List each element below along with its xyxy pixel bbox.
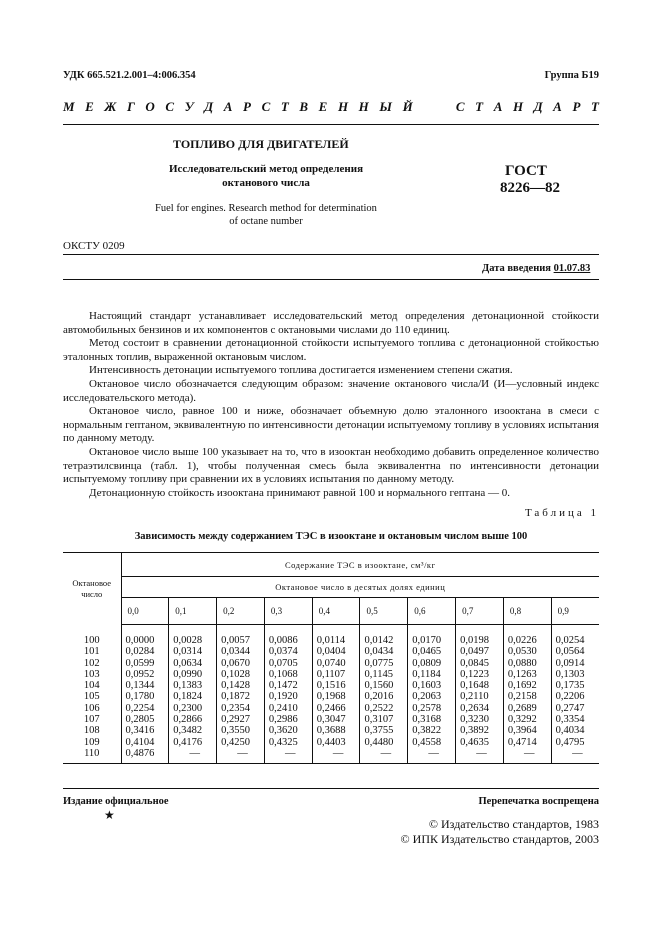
- introduction-date: [482, 263, 590, 274]
- intro-date-value: 01.07.83: [553, 263, 591, 274]
- value-cell: 0,3107: [360, 714, 408, 725]
- value-cell: 0,0284: [121, 646, 169, 657]
- column-header: 0,2: [217, 598, 265, 625]
- value-cell: 0,1735: [551, 680, 599, 691]
- footer-rule: [63, 788, 599, 789]
- value-cell: 0,2986: [264, 714, 312, 725]
- banner-letter: Н: [512, 99, 524, 114]
- banner-letter: Е: [318, 99, 328, 114]
- value-cell: 0,1107: [312, 669, 360, 680]
- value-cell: 0,1648: [456, 680, 504, 691]
- subtitle-ru-line-1: Исследовательский метод определения: [168, 163, 364, 175]
- value-cell: 0,0374: [264, 646, 312, 657]
- copyright-2003: © ИПК Издательство стандартов, 2003: [400, 832, 599, 846]
- banner-letter: Д: [533, 99, 543, 114]
- table-row: [63, 669, 599, 680]
- value-cell: 0,0599: [121, 658, 169, 669]
- banner-letter: Р: [243, 99, 251, 114]
- value-cell: 0,4558: [408, 737, 456, 748]
- value-cell: 0,0028: [169, 625, 217, 647]
- value-cell: 0,3230: [456, 714, 504, 725]
- octane-number-cell: 100: [63, 625, 121, 647]
- octane-number-cell: 105: [63, 691, 121, 702]
- value-cell: 0,0170: [408, 625, 456, 647]
- banner-word-gap: [423, 99, 445, 115]
- value-cell: 0,0775: [360, 658, 408, 669]
- header-rule: [63, 124, 599, 125]
- value-cell: 0,1344: [121, 680, 169, 691]
- table-row: [63, 646, 599, 657]
- value-cell: —: [169, 748, 217, 764]
- value-cell: 0,2110: [456, 691, 504, 702]
- column-header: 0,7: [456, 598, 504, 625]
- subtitle-en-line-1: Fuel for engines. Research method for determination: [155, 203, 377, 214]
- okstu-code: ОКСТУ 0209: [63, 240, 125, 252]
- column-header: 0,5: [360, 598, 408, 625]
- reprint-prohibited: Перепечатка воспрещена: [478, 796, 599, 807]
- value-cell: 0,3047: [312, 714, 360, 725]
- tel-content-table: [63, 552, 599, 764]
- value-cell: 0,1920: [264, 691, 312, 702]
- value-cell: 0,0634: [169, 658, 217, 669]
- value-cell: 0,0114: [312, 625, 360, 647]
- column-header: 0,8: [503, 598, 551, 625]
- value-cell: 0,4176: [169, 737, 217, 748]
- table-row: [63, 725, 599, 736]
- banner-letter: С: [165, 99, 175, 114]
- value-cell: 0,0845: [456, 658, 504, 669]
- value-cell: 0,2300: [169, 703, 217, 714]
- document-subtitle-en: [130, 202, 402, 228]
- paragraph: Октановое число, равное 100 и ниже, обозначает объемную долю эталонного изооктана в смеси с нормальным гептаном, эквивалентную по интенсивности детонации испытуемому топливу в условиях испытания по данному методу.: [63, 405, 599, 445]
- group-header: Содержание ТЭС в изооктане, см³/кг: [121, 553, 599, 577]
- value-cell: 0,1028: [217, 669, 265, 680]
- banner-letter: Е: [85, 99, 94, 114]
- table-row: [63, 714, 599, 725]
- value-cell: 0,1516: [312, 680, 360, 691]
- body-text: [63, 310, 599, 500]
- octane-number-cell: 101: [63, 646, 121, 657]
- value-cell: 0,0914: [551, 658, 599, 669]
- column-header: 0,0: [121, 598, 169, 625]
- value-cell: 0,1263: [503, 669, 551, 680]
- value-cell: 0,1872: [217, 691, 265, 702]
- banner-letter: Ж: [104, 99, 117, 114]
- value-cell: 0,4104: [121, 737, 169, 748]
- value-cell: 0,0990: [169, 669, 217, 680]
- value-cell: 0,3550: [217, 725, 265, 736]
- banner-letter: Н: [358, 99, 369, 114]
- value-cell: —: [312, 748, 360, 764]
- value-cell: 0,0809: [408, 658, 456, 669]
- banner-letter: Й: [402, 99, 413, 114]
- sub-header: Октановое число в десятых долях единиц: [275, 582, 446, 592]
- value-cell: 0,4034: [551, 725, 599, 736]
- value-cell: 0,1145: [360, 669, 408, 680]
- value-cell: 0,1184: [408, 669, 456, 680]
- interstate-standard-banner: [63, 99, 599, 115]
- value-cell: 0,3168: [408, 714, 456, 725]
- banner-letter: Т: [475, 99, 484, 114]
- value-cell: 0,1824: [169, 691, 217, 702]
- value-cell: 0,2466: [312, 703, 360, 714]
- octane-number-cell: 102: [63, 658, 121, 669]
- value-cell: 0,3688: [312, 725, 360, 736]
- table-row: [63, 680, 599, 691]
- copyright-1983: © Издательство стандартов, 1983: [428, 817, 599, 831]
- table-row: [63, 748, 599, 764]
- value-cell: 0,3416: [121, 725, 169, 736]
- banner-letter: М: [63, 99, 75, 114]
- banner-letter: Ы: [379, 99, 392, 114]
- octane-number-cell: 106: [63, 703, 121, 714]
- table-row: [63, 737, 599, 748]
- value-cell: 0,4480: [360, 737, 408, 748]
- paragraph: Интенсивность детонации испытуемого топлива достигается изменением степени сжатия.: [89, 364, 513, 377]
- column-header: 0,1: [169, 598, 217, 625]
- table-row: [63, 625, 599, 647]
- value-cell: 0,1383: [169, 680, 217, 691]
- official-edition: Издание официальное: [63, 796, 169, 807]
- value-cell: 0,0952: [121, 669, 169, 680]
- column-header: 0,4: [312, 598, 360, 625]
- value-cell: 0,0564: [551, 646, 599, 657]
- document-subtitle-ru: [150, 162, 382, 190]
- value-cell: 0,3292: [503, 714, 551, 725]
- banner-letter: Д: [204, 99, 214, 114]
- octane-number-cell: 109: [63, 737, 121, 748]
- octane-number-cell: 103: [63, 669, 121, 680]
- value-cell: 0,2206: [551, 691, 599, 702]
- value-cell: 0,3964: [503, 725, 551, 736]
- value-cell: 0,4325: [264, 737, 312, 748]
- value-cell: —: [456, 748, 504, 764]
- banner-letter: А: [493, 99, 503, 114]
- value-cell: 0,0404: [312, 646, 360, 657]
- paragraph: Детонационную стойкость изооктана принимают равной 100 и нормального гептана — 0.: [89, 486, 510, 499]
- paragraph: Октановое число обозначается следующим образом: значение октанового числа/И (И—условный индекс исследовательского метода).: [63, 377, 599, 404]
- value-cell: 0,1472: [264, 680, 312, 691]
- group-code: Группа Б19: [544, 70, 599, 81]
- octane-number-cell: 104: [63, 680, 121, 691]
- octane-number-cell: 107: [63, 714, 121, 725]
- value-cell: —: [551, 748, 599, 764]
- value-cell: 0,4795: [551, 737, 599, 748]
- banner-letter: Т: [590, 99, 599, 114]
- column-header: 0,3: [264, 598, 312, 625]
- value-cell: —: [217, 748, 265, 764]
- paragraph: Настоящий стандарт устанавливает исследовательский метод определения детонационной стойкости автомобильных бензинов и их компонентов с октановыми числами до 110 единиц.: [63, 310, 599, 336]
- value-cell: 0,1780: [121, 691, 169, 702]
- octane-number-cell: 108: [63, 725, 121, 736]
- value-cell: 0,2410: [264, 703, 312, 714]
- value-cell: 0,2254: [121, 703, 169, 714]
- value-cell: 0,0497: [456, 646, 504, 657]
- value-cell: 0,2927: [217, 714, 265, 725]
- value-cell: 0,0057: [217, 625, 265, 647]
- banner-letter: А: [553, 99, 562, 114]
- banner-letter: Н: [337, 99, 349, 114]
- value-cell: 0,1223: [456, 669, 504, 680]
- value-cell: 0,4714: [503, 737, 551, 748]
- value-cell: 0,2689: [503, 703, 551, 714]
- value-cell: 0,2063: [408, 691, 456, 702]
- octane-number-cell: 110: [63, 748, 121, 764]
- udk-code: УДК 665.521.2.001–4:006.354: [63, 70, 196, 81]
- value-cell: 0,1428: [217, 680, 265, 691]
- subtitle-ru-line-2: октанового числа: [222, 177, 310, 189]
- gost-label: ГОСТ: [505, 163, 547, 179]
- paragraph: Октановое число выше 100 указывает на то, что в изооктан необходимо добавить определенное количество тетраэтилсвинца (табл. 1), чтобы полученная смесь была эквивалентна по интенсивности детонации испытуемому топливу при сравнении их в условиях испытания по данному методу.: [63, 445, 599, 486]
- banner-letter: Р: [572, 99, 581, 114]
- value-cell: 0,0254: [551, 625, 599, 647]
- paragraph: Метод состоит в сравнении детонационной стойкости испытуемого топлива с детонационной стойкостью эталонных топлив, выраженной октановым числом.: [63, 337, 599, 363]
- value-cell: 0,2747: [551, 703, 599, 714]
- value-cell: 0,0434: [360, 646, 408, 657]
- value-cell: —: [503, 748, 551, 764]
- subtitle-en-line-2: of octane number: [229, 216, 303, 227]
- value-cell: 0,0142: [360, 625, 408, 647]
- banner-letter: Т: [280, 99, 289, 114]
- value-cell: 0,0465: [408, 646, 456, 657]
- value-cell: —: [264, 748, 312, 764]
- star-icon: ★: [104, 808, 115, 822]
- table-caption: Зависимость между содержанием ТЭС в изооктане и октановым числом выше 100: [134, 531, 528, 542]
- value-cell: 0,0530: [503, 646, 551, 657]
- value-cell: 0,0880: [503, 658, 551, 669]
- value-cell: 0,0086: [264, 625, 312, 647]
- value-cell: 0,2578: [408, 703, 456, 714]
- value-cell: 0,3482: [169, 725, 217, 736]
- column-header: 0,6: [408, 598, 456, 625]
- value-cell: 0,2866: [169, 714, 217, 725]
- value-cell: 0,2158: [503, 691, 551, 702]
- banner-letter: С: [261, 99, 271, 114]
- value-cell: 0,0226: [503, 625, 551, 647]
- value-cell: 0,2634: [456, 703, 504, 714]
- value-cell: 0,3822: [408, 725, 456, 736]
- banner-letter: У: [184, 99, 194, 114]
- gost-number: 8226—82: [500, 180, 560, 196]
- value-cell: 0,4250: [217, 737, 265, 748]
- value-cell: 0,3354: [551, 714, 599, 725]
- table-row: [63, 658, 599, 669]
- okstu-rule: [63, 254, 599, 255]
- value-cell: —: [408, 748, 456, 764]
- value-cell: 0,0740: [312, 658, 360, 669]
- value-cell: 0,3620: [264, 725, 312, 736]
- value-cell: 0,2016: [360, 691, 408, 702]
- value-cell: —: [360, 748, 408, 764]
- value-cell: 0,4403: [312, 737, 360, 748]
- row-header-line-2: число: [81, 588, 103, 599]
- value-cell: 0,1968: [312, 691, 360, 702]
- value-cell: 0,0314: [169, 646, 217, 657]
- value-cell: 0,0198: [456, 625, 504, 647]
- banner-letter: В: [299, 99, 309, 114]
- value-cell: 0,4876: [121, 748, 169, 764]
- value-cell: 0,1303: [551, 669, 599, 680]
- value-cell: 0,2354: [217, 703, 265, 714]
- value-cell: 0,0344: [217, 646, 265, 657]
- value-cell: 0,4635: [456, 737, 504, 748]
- value-cell: 0,3892: [456, 725, 504, 736]
- value-cell: 0,1560: [360, 680, 408, 691]
- column-header: 0,9: [551, 598, 599, 625]
- value-cell: 0,0670: [217, 658, 265, 669]
- row-header: [63, 553, 121, 625]
- intro-date-label: Дата введения: [482, 263, 554, 274]
- table-row: [63, 703, 599, 714]
- banner-letter: А: [223, 99, 233, 114]
- intro-rule: [63, 279, 599, 280]
- value-cell: 0,1692: [503, 680, 551, 691]
- value-cell: 0,1603: [408, 680, 456, 691]
- banner-letter: Г: [126, 99, 135, 114]
- value-cell: 0,2805: [121, 714, 169, 725]
- table-number: Таблица 1: [524, 507, 599, 519]
- banner-letter: О: [145, 99, 155, 114]
- document-title: ТОПЛИВО ДЛЯ ДВИГАТЕЛЕЙ: [173, 137, 349, 151]
- value-cell: 0,1068: [264, 669, 312, 680]
- value-cell: 0,2522: [360, 703, 408, 714]
- value-cell: 0,3755: [360, 725, 408, 736]
- value-cell: 0,0705: [264, 658, 312, 669]
- row-header-line-1: Октановое: [72, 577, 112, 588]
- value-cell: 0,0000: [121, 625, 169, 647]
- banner-letter: С: [455, 99, 465, 114]
- table-row: [63, 691, 599, 702]
